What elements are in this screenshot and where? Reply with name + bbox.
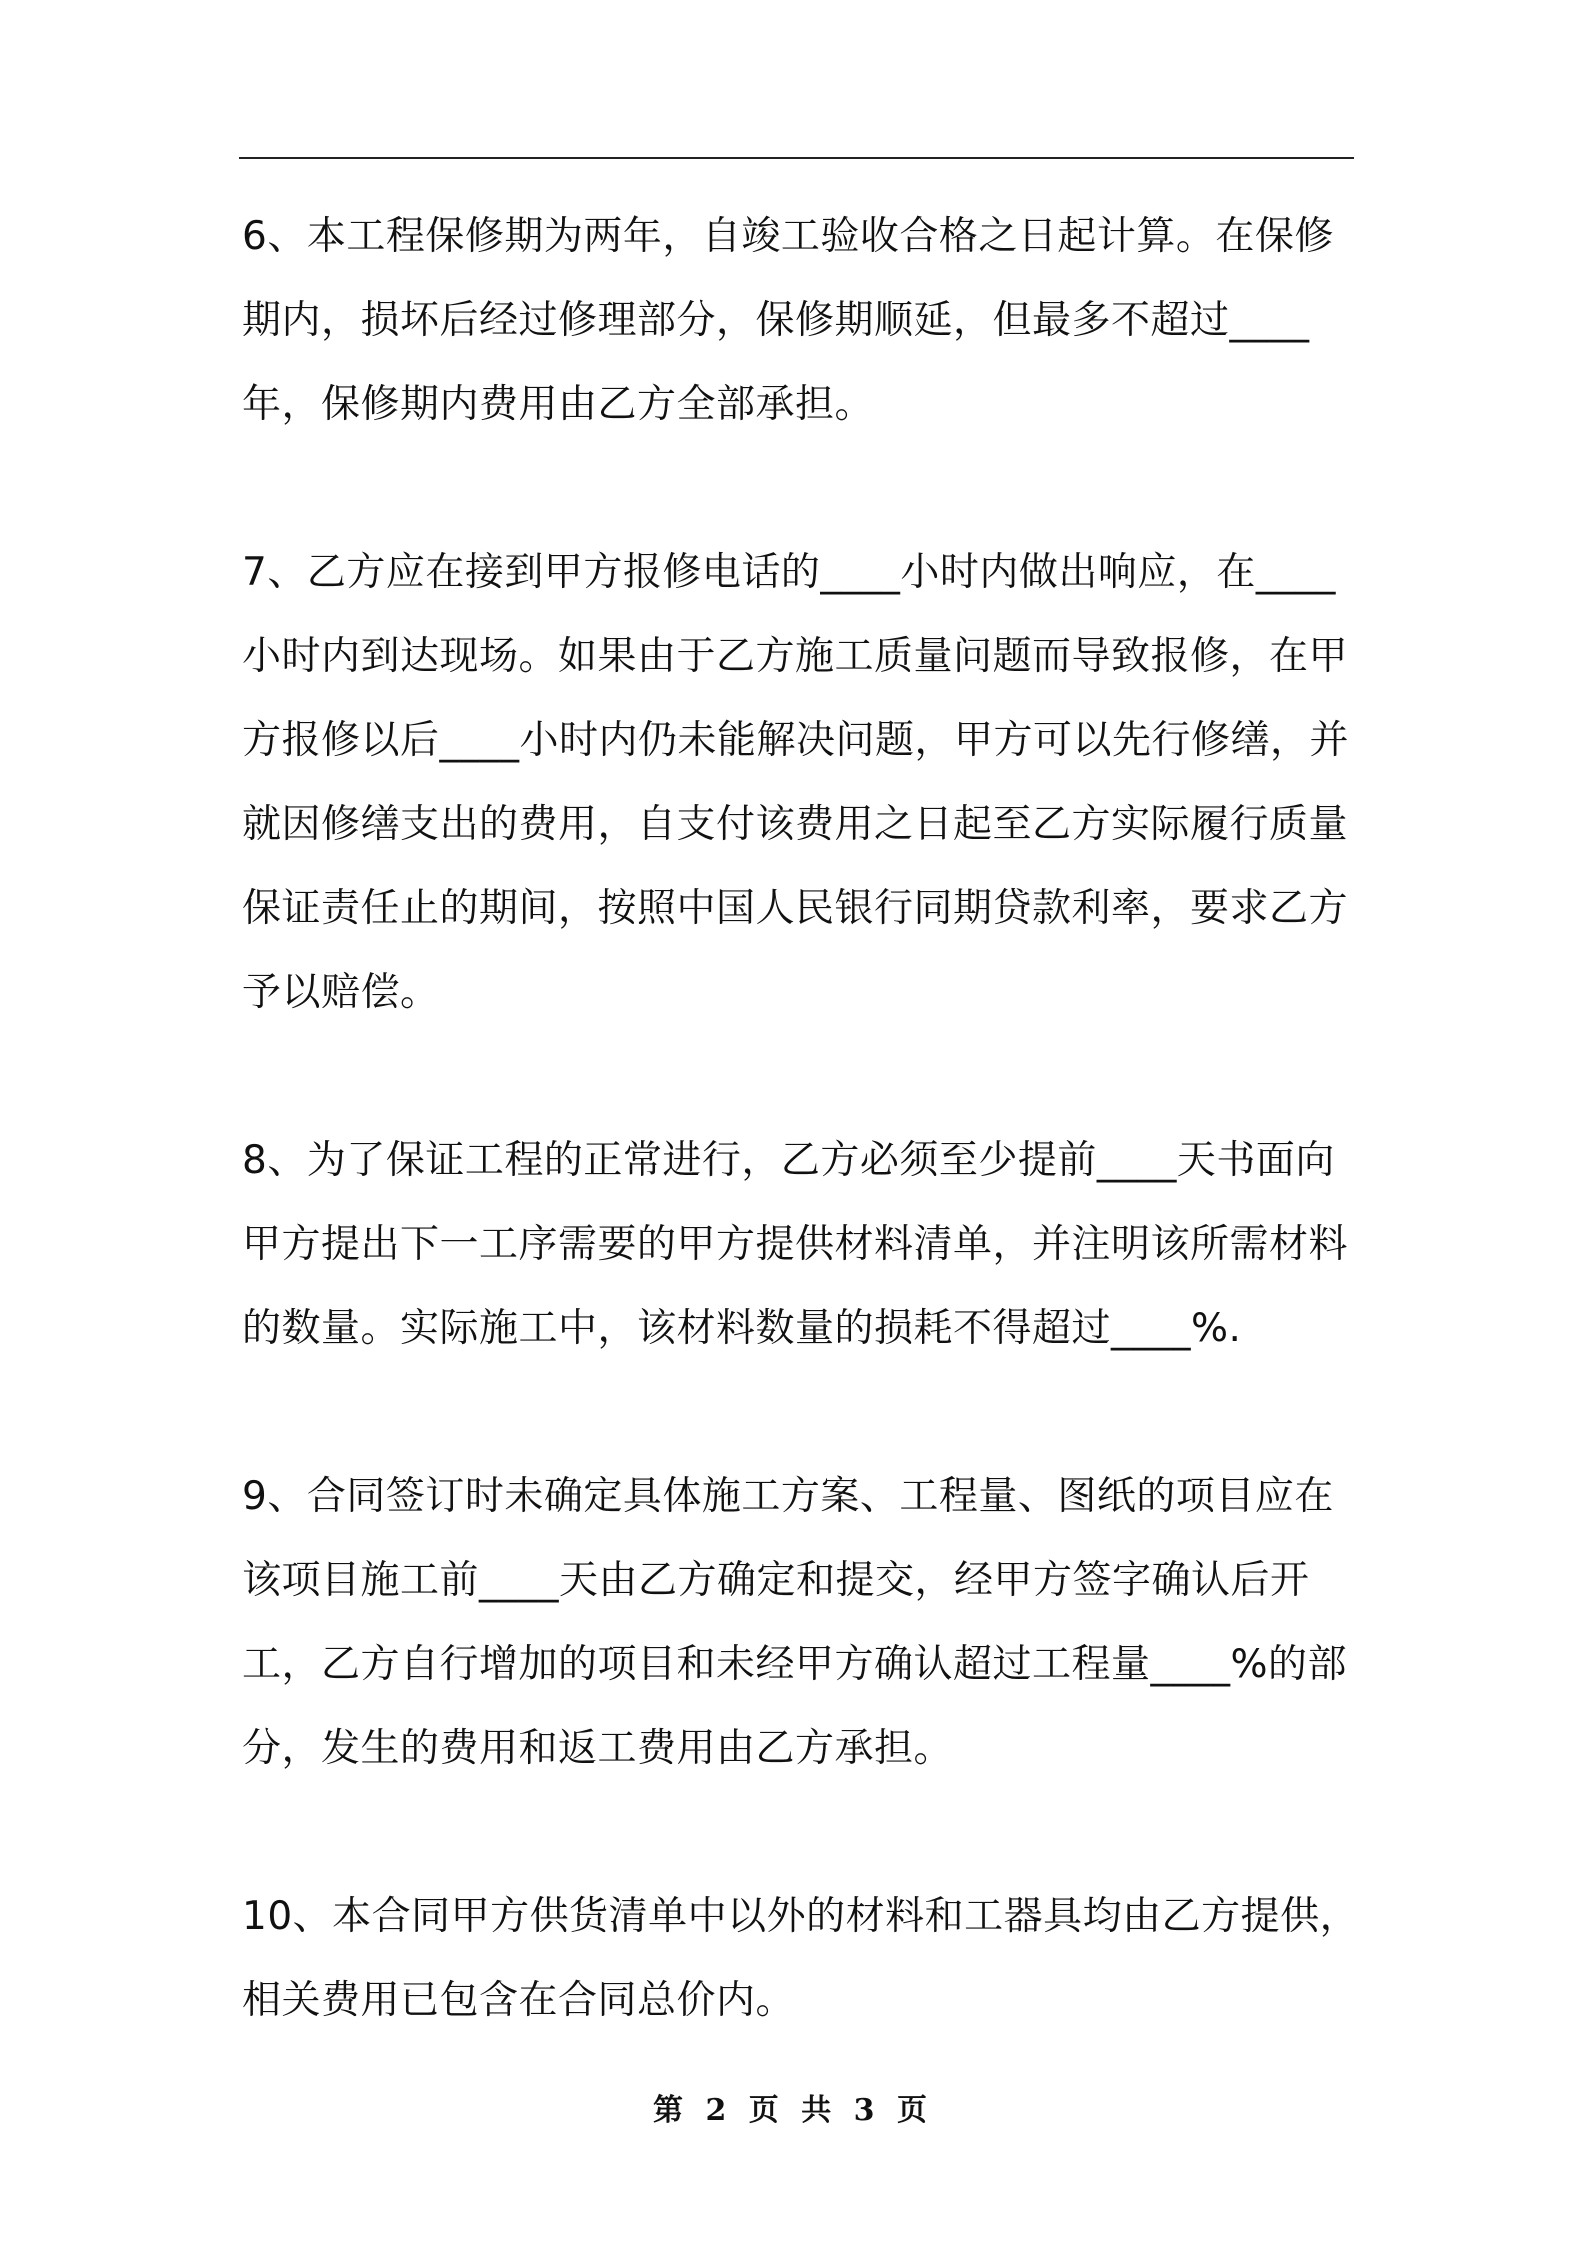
clause-10: 10、本合同甲方供货清单中以外的材料和工器具均由乙方提供，相关费用已包含在合同总价内。 [242, 1894, 1360, 2023]
clause-list [242, 195, 1362, 2043]
clause-6: 6、本工程保修期为两年，自竣工验收合格之日起计算。在保修期内，损坏后经过修理部分，保修期顺延，但最多不超过____年，保修期内费用由乙方全部承担。 [242, 214, 1334, 427]
clause-9: 9、合同签订时未确定具体施工方案、工程量、图纸的项目应在该项目施工前____天由乙方确定和提交，经甲方签字确认后开工，乙方自行增加的项目和未经甲方确认超过工程量____%的部分，发生的费用和返工费用由乙方承担。 [242, 1474, 1348, 1771]
clause-7: 7、乙方应在接到甲方报修电话的____小时内做出响应，在____小时内到达现场。如果由于乙方施工质量问题而导致报修，在甲方报修以后____小时内仍未能解决问题，甲方可以先行修缮，并就因修缮支出的费用，自支付该费用之日起至乙方实际履行质量保证责任止的期间，按照中国人民银行同期贷款利率，要求乙方予以赔偿。 [242, 550, 1350, 1015]
header-divider [239, 157, 1354, 159]
page-number-footer: 第 2 页 共 3 页 [653, 2093, 933, 2128]
clause-8: 8、为了保证工程的正常进行，乙方必须至少提前____天书面向甲方提出下一工序需要的甲方提供材料清单，并注明该所需材料的数量。实际施工中，该材料数量的损耗不得超过____%. [242, 1138, 1349, 1351]
